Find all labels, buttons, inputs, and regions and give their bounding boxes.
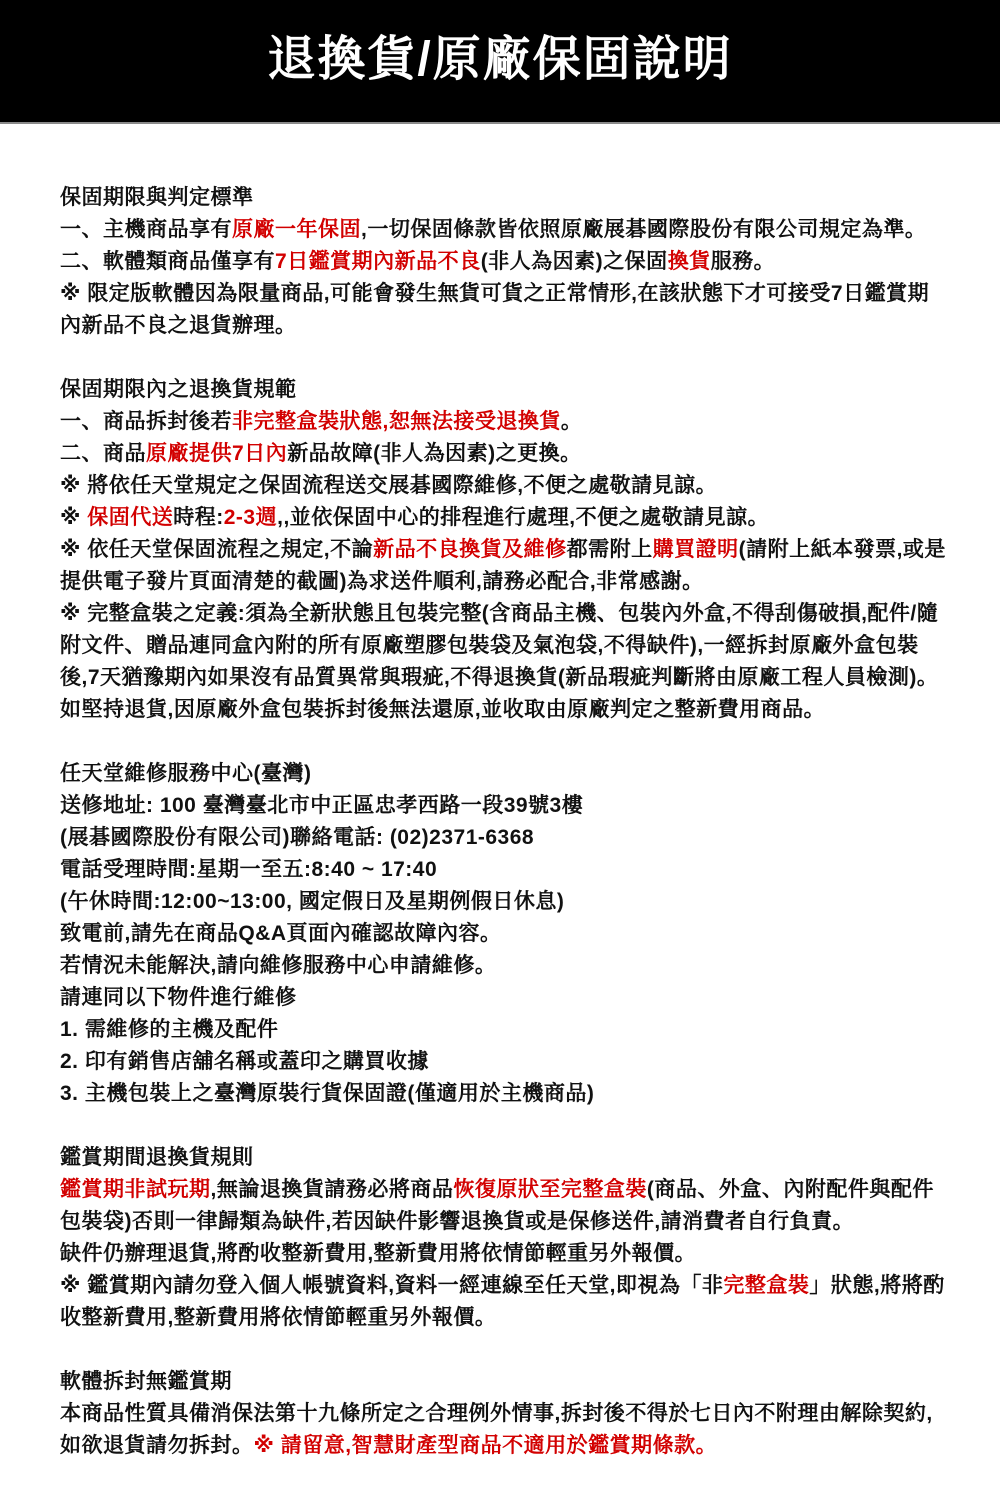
policy-paragraph: [60, 982, 948, 1014]
body-text: 若情況未能解決,請向維修服務中心申請維修。: [60, 954, 497, 977]
policy-paragraph: [60, 1270, 948, 1334]
policy-section: [60, 1142, 948, 1334]
highlight-text: ※ 請留意,智慧財產型商品不適用於鑑賞期條款。: [253, 1434, 718, 1457]
body-text: 3. 主機包裝上之臺灣原裝行貨保固證(僅適用於主機商品): [60, 1082, 595, 1105]
policy-paragraph: [60, 854, 948, 886]
body-text: ※: [60, 506, 88, 529]
section-heading: 軟體拆封無鑑賞期: [60, 1370, 232, 1393]
policy-paragraph: [60, 950, 948, 982]
policy-section: [60, 758, 948, 1110]
body-text: 新品故障(非人為因素)之更換。: [287, 442, 582, 465]
policy-paragraph: [60, 214, 948, 246]
body-text: 如堅持退貨,因原廠外盒包裝拆封後無法還原,並收取由原廠判定之整新費用商品。: [60, 698, 826, 721]
policy-paragraph: [60, 502, 948, 534]
body-text: ,無論退換貨請務必將商品: [210, 1178, 454, 1201]
section-heading: 鑑賞期間退換貨規則: [60, 1146, 254, 1169]
policy-paragraph: [60, 534, 948, 598]
highlight-text: 恢復原狀至完整盒裝: [453, 1178, 647, 1201]
body-text: 」狀態,將將酌收整新費用,整新費用將依情節輕重另外報價。: [60, 1274, 945, 1329]
policy-paragraph: [60, 470, 948, 502]
highlight-text: 新品不良換貨及維修: [373, 538, 567, 561]
body-text: ,一切保固條款皆依照原廠展碁國際股份有限公司規定為準。: [361, 218, 927, 241]
policy-paragraph: [60, 1078, 948, 1110]
policy-paragraph: [60, 598, 948, 694]
body-text: 致電前,請先在商品Q&A頁面內確認故障內容。: [60, 922, 502, 945]
body-text: (展碁國際股份有限公司)聯絡電話: (02)2371-6368: [60, 826, 535, 849]
body-text: (請附上紙本發票,或是提供電子發片頁面清楚的截圖)為求送件順利,請務必配合,非常感謝。: [60, 538, 946, 593]
policy-body: [0, 124, 1000, 1462]
body-text: 請連同以下物件進行維修: [60, 986, 297, 1009]
policy-section: [60, 182, 948, 342]
body-text: 一、主機商品享有: [60, 218, 232, 241]
policy-paragraph: [60, 694, 948, 726]
section-heading: 任天堂維修服務中心(臺灣): [60, 762, 312, 785]
highlight-text: 保固代送: [87, 506, 174, 529]
policy-paragraph: [60, 406, 948, 438]
body-text: ※ 限定版軟體因為限量商品,可能會發生無貨可貨之正常情形,在該狀態下才可接受7日鑑賞期內新品不良之退貨辦理。: [60, 282, 930, 337]
highlight-text: 2-3週: [223, 506, 278, 529]
body-text: 服務。: [710, 250, 776, 273]
body-text: 一、商品拆封後若: [60, 410, 232, 433]
body-text: 電話受理時間:星期一至五:8:40 ~ 17:40: [60, 858, 438, 881]
policy-paragraph: [60, 1174, 948, 1238]
body-text: 二、軟體類商品僅享有: [60, 250, 275, 273]
highlight-text: 完整盒裝: [723, 1274, 810, 1297]
policy-paragraph: [60, 278, 948, 342]
body-text: 。: [560, 410, 583, 433]
policy-paragraph: [60, 246, 948, 278]
highlight-text: 原廠提供7日內: [146, 442, 288, 465]
body-text: (商品、外盒、內附配件與配件包裝袋)否則一律歸類為缺件,若因缺件影響退換貨或是保修送件,請消費者自行負責。: [60, 1178, 934, 1233]
body-text: ※ 將依任天堂規定之保固流程送交展碁國際維修,不便之處敬請見諒。: [60, 474, 718, 497]
policy-paragraph: [60, 822, 948, 854]
body-text: 時程:: [173, 506, 224, 529]
highlight-text: 非完整盒裝狀態,恕無法接受退換貨: [232, 410, 561, 433]
highlight-text: 換貨: [667, 250, 711, 273]
highlight-text: 鑑賞期非試玩期: [60, 1178, 211, 1201]
policy-paragraph: [60, 1398, 948, 1462]
body-text: 都需附上: [566, 538, 653, 561]
policy-section: [60, 1366, 948, 1462]
policy-paragraph: [60, 886, 948, 918]
body-text: 二、商品: [60, 442, 146, 465]
body-text: 缺件仍辦理退貨,將酌收整新費用,整新費用將依情節輕重另外報價。: [60, 1242, 697, 1265]
highlight-text: 7日鑑賞期內新品不良: [275, 250, 481, 273]
section-heading: 保固期限與判定標準: [60, 186, 254, 209]
highlight-text: 購買證明: [652, 538, 739, 561]
body-text: ※ 鑑賞期內請勿登入個人帳號資料,資料一經連線至任天堂,即視為「非: [60, 1274, 724, 1297]
body-text: ※ 依任天堂保固流程之規定,不論: [60, 538, 374, 561]
section-heading: 保固期限內之退換貨規範: [60, 378, 297, 401]
policy-paragraph: [60, 918, 948, 950]
policy-paragraph: [60, 1238, 948, 1270]
policy-section: [60, 374, 948, 726]
body-text: (午休時間:12:00~13:00, 國定假日及星期例假日休息): [60, 890, 565, 913]
body-text: ※ 完整盒裝之定義:須為全新狀態且包裝完整(含商品主機、包裝內外盒,不得刮傷破損,配件/隨附文件、贈品連同盒內附的所有原廠塑膠包裝袋及氣泡袋,不得缺件),一經拆封原廠外盒包裝後,7天猶豫期內如果沒有品質異常與瑕疵,不得退換貨(新品瑕疵判斷將由原廠工程人員檢測)。: [60, 602, 939, 689]
policy-paragraph: [60, 1014, 948, 1046]
page-header: [0, 0, 1000, 124]
body-text: ,,並依保固中心的排程進行處理,不便之處敬請見諒。: [277, 506, 770, 529]
policy-paragraph: [60, 790, 948, 822]
policy-paragraph: [60, 438, 948, 470]
highlight-text: 原廠一年保固: [232, 218, 361, 241]
body-text: 1. 需維修的主機及配件: [60, 1018, 279, 1041]
body-text: 2. 印有銷售店舖名稱或蓋印之購買收據: [60, 1050, 429, 1073]
page-title: 退換貨/原廠保固說明: [267, 32, 733, 86]
body-text: 本商品性質具備消保法第十九條所定之合理例外情事,拆封後不得於七日內不附理由解除契約,如欲退貨請勿拆封。: [60, 1402, 933, 1457]
body-text: (非人為因素)之保固: [480, 250, 668, 273]
policy-paragraph: [60, 1046, 948, 1078]
body-text: 送修地址: 100 臺灣臺北市中正區忠孝西路一段39號3樓: [60, 794, 584, 817]
